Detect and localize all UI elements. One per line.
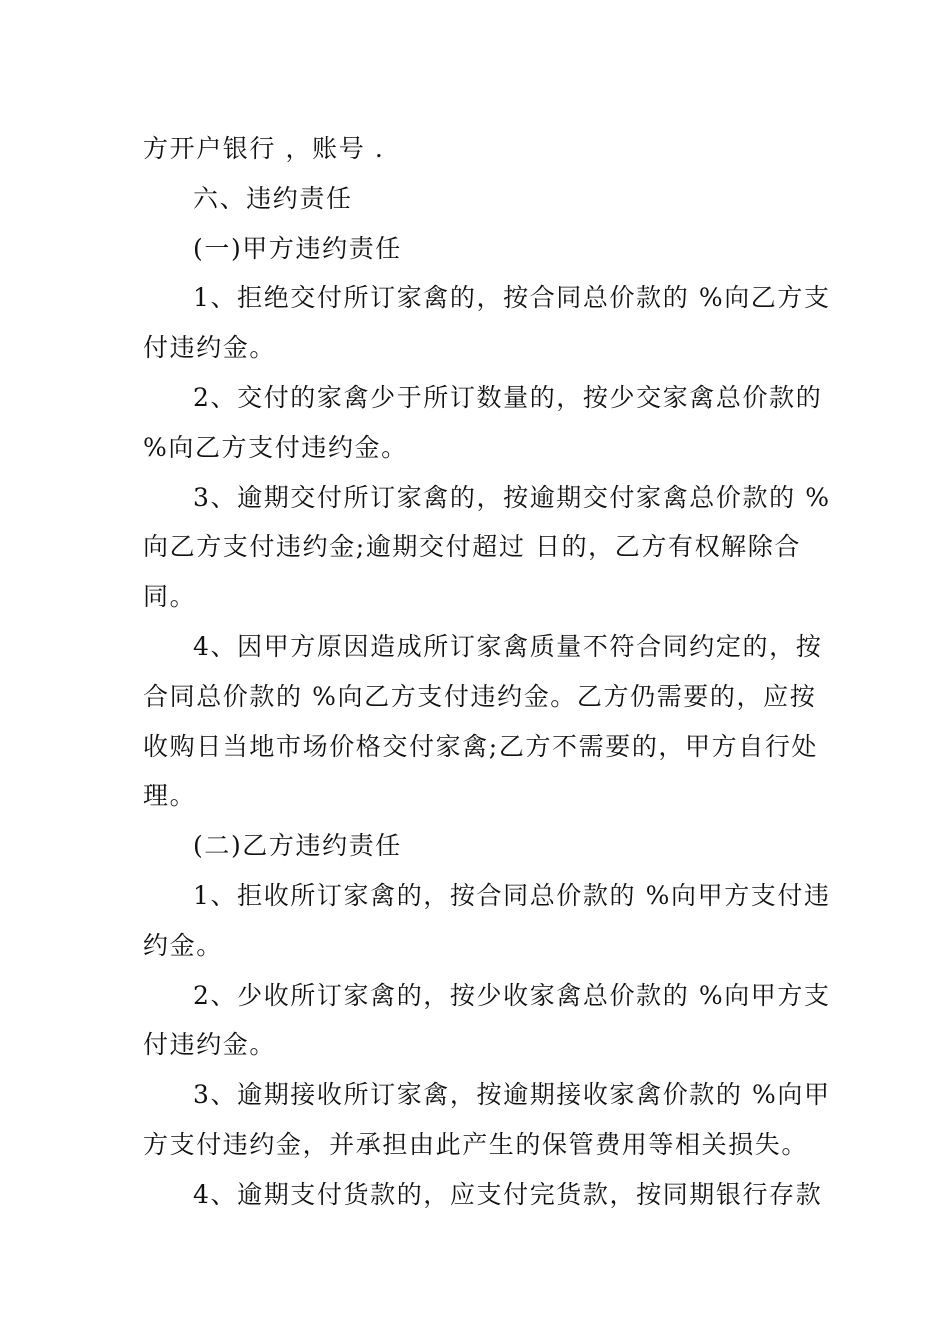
- document-line: 六、违约责任: [193, 183, 353, 213]
- document-line: 3、逾期接收所订家禽，按逾期接收家禽价款的 %向甲: [193, 1080, 831, 1110]
- document-line: 收购日当地市场价格交付家禽;乙方不需要的，甲方自行处: [143, 731, 819, 761]
- document-line: 同。: [143, 582, 197, 612]
- document-line: 4、逾期支付货款的，应支付完货款，按同期银行存款: [193, 1179, 823, 1209]
- document-line: 付违约金。: [143, 333, 277, 363]
- document-body: [143, 124, 831, 1220]
- document-line: 向乙方支付违约金;逾期交付超过 日的，乙方有权解除合: [143, 532, 801, 562]
- document-line: 1、拒绝交付所订家禽的，按合同总价款的 %向乙方支: [193, 283, 831, 313]
- document-line: 约金。: [143, 930, 223, 960]
- document-line: 2、少收所订家禽的，按少收家禽总价款的 %向甲方支: [193, 980, 831, 1010]
- document-line: 2、交付的家禽少于所订数量的，按少交家禽总价款的: [193, 382, 823, 412]
- document-line: 付违约金。: [143, 1030, 277, 1060]
- document-line: 方支付违约金，并承担由此产生的保管费用等相关损失。: [143, 1129, 809, 1159]
- document-line: 1、拒收所订家禽的，按合同总价款的 %向甲方支付违: [193, 880, 831, 910]
- document-line: 理。: [143, 781, 197, 811]
- document-line: 3、逾期交付所订家禽的，按逾期交付家禽总价款的 %: [193, 482, 831, 512]
- document-line: 4、因甲方原因造成所订家禽质量不符合同约定的，按: [193, 631, 823, 661]
- document-line: 合同总价款的 %向乙方支付违约金。乙方仍需要的，应按: [143, 681, 817, 711]
- document-line: (二)乙方违约责任: [193, 831, 402, 861]
- document-line: %向乙方支付违约金。: [143, 432, 408, 462]
- document-line: (一)甲方违约责任: [193, 233, 402, 263]
- document-line: 方开户银行 ，账号 .: [143, 134, 385, 163]
